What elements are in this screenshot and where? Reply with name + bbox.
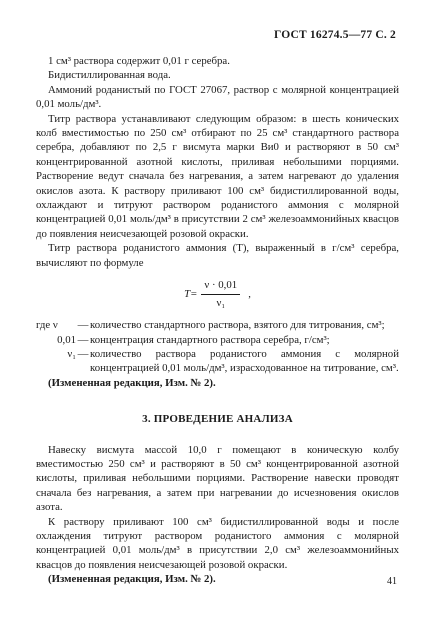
titre-formula: [36, 276, 399, 312]
paragraph: Бидистиллированная вода.: [48, 69, 171, 82]
paragraph: Титр раствора устанавливают следующим образом: в шесть конических колб вместимостью по 250 см³ отбирают по 25 см³ стандартного раствора серебра, добавляют по 2,5 г висмута марки Ви0 и растворяют в 50 см³ концентрированной азотной кислоты, приливая небольшими порциями. Растворение ведут сначала без нагревания, а затем нагревают до удаления окислов азота. К раствору приливают 100 см³ бидистиллированной воды, охлаждают и титруют раствором роданистого аммония с молярной концентрацией 0,01 моль/дм³ в присутствии 2 см³ железоаммонийных квасцов до появления неисчезающей розовой окраски.: [36, 112, 399, 240]
edit-note: (Измененная редакция, Изм. № 2).: [48, 573, 216, 586]
edit-note: (Измененная редакция, Изм. № 2).: [48, 376, 216, 389]
definitions-list: [36, 318, 399, 376]
definition-text: количество раствора роданистого аммония с молярной концентрацией 0,01 моль/дм³, израсходованное на титрование, см³.: [90, 347, 399, 375]
paragraph: Титр раствора роданистого аммония (T), выраженный в г/см³ серебра, вычисляют по формуле: [36, 242, 399, 269]
definition-row: [36, 333, 399, 347]
definition-text: количество стандартного раствора, взятого для титрования, см³;: [90, 319, 385, 332]
definition-dash: —: [77, 347, 89, 360]
formula-tail: ,: [248, 287, 251, 300]
page-header: ГОСТ 16274.5—77 С. 2: [273, 29, 396, 41]
formula-numerator: ν · 0,01: [201, 278, 240, 294]
paragraph: Аммоний роданистый по ГОСТ 27067, раствор с молярной концентрацией 0,01 моль/дм³.: [36, 83, 399, 111]
definition-row: [36, 347, 399, 376]
definition-dash: —: [77, 319, 89, 332]
definition-dash: —: [77, 333, 89, 346]
definition-text: концентрация стандартного раствора серебра, г/см³;: [90, 333, 330, 346]
page-number: 41: [387, 576, 397, 587]
paragraph: К раствору приливают 100 см³ бидистиллированной воды и после охлаждения титруют раствором роданистого аммония с молярной концентрацией 0,01 моль/дм³ в присутствии 2,0 см³ железоаммонийных квасцов до появления неисчезающей розовой окраски.: [36, 515, 399, 571]
page-content: [36, 54, 399, 587]
paragraph: Навеску висмута массой 10,0 г помещают в коническую колбу вместимостью 250 см³ и растворяют в 50 см³ концентрированной азотной кислоты, приливая небольшими порциями. Растворение навески проводят сначала без нагревания, а затем при нагревании до исчезновения окислов азота.: [36, 443, 399, 514]
definition-symbol: ν₁: [67, 347, 76, 360]
formula-denominator: ν₁: [216, 296, 226, 309]
formula-fraction: [201, 278, 240, 310]
definition-symbol: 0,01: [57, 333, 76, 346]
paragraph: 1 см³ раствора содержит 0,01 г серебра.: [48, 55, 230, 67]
section-title: 3. ПРОВЕДЕНИЕ АНАЛИЗА: [142, 413, 293, 426]
definition-row: [36, 318, 399, 332]
formula-lhs: T=: [184, 287, 198, 300]
definition-symbol: где ν: [36, 319, 58, 332]
